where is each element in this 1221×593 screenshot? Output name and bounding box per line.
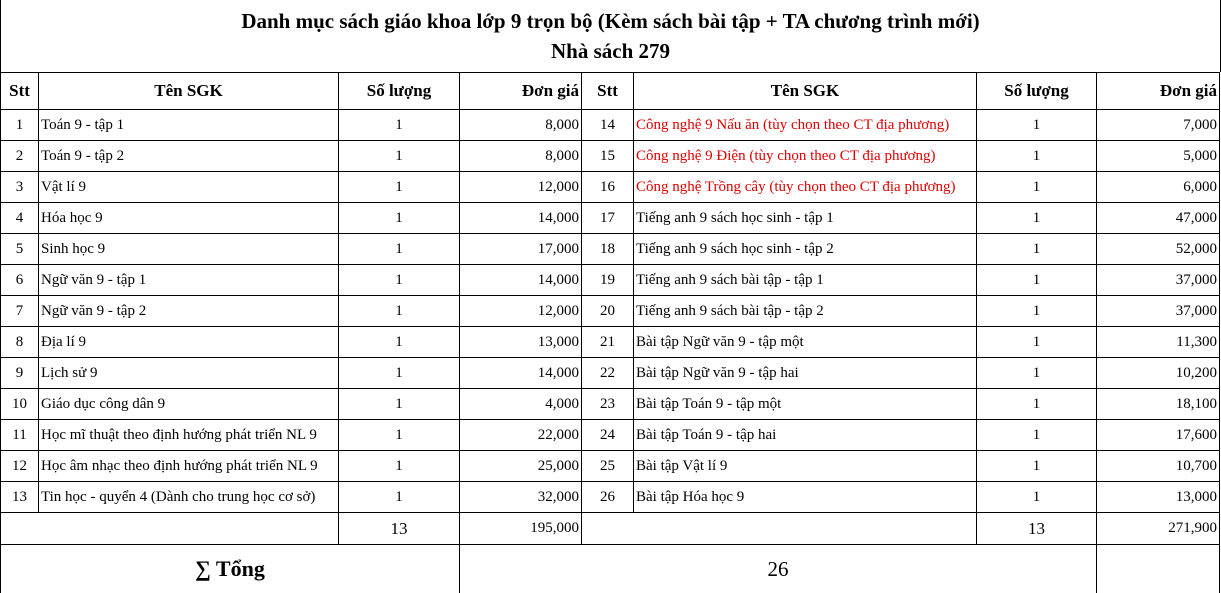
stt-cell-right: 14 — [582, 110, 634, 141]
subtotal-price-left: 195,000 — [460, 513, 582, 545]
qty-cell-right: 1 — [977, 234, 1097, 265]
qty-cell-right: 1 — [977, 110, 1097, 141]
price-cell-right: 52,000 — [1097, 234, 1220, 265]
stt-cell-left: 4 — [1, 203, 39, 234]
stt-cell-right: 16 — [582, 172, 634, 203]
table-row — [1, 234, 1220, 265]
title-line-2: Nhà sách 279 — [1, 39, 1220, 64]
book-list-table — [0, 72, 1220, 593]
stt-cell-left: 11 — [1, 420, 39, 451]
book-name-right: Bài tập Ngữ văn 9 - tập một — [634, 327, 977, 358]
price-cell-right: 17,600 — [1097, 420, 1220, 451]
book-name-left: Ngữ văn 9 - tập 2 — [39, 296, 339, 327]
qty-cell-left: 1 — [339, 389, 460, 420]
table-row — [1, 389, 1220, 420]
stt-cell-right: 19 — [582, 265, 634, 296]
qty-cell-left: 1 — [339, 110, 460, 141]
book-name-left: Sinh học 9 — [39, 234, 339, 265]
stt-cell-right: 22 — [582, 358, 634, 389]
stt-cell-left: 13 — [1, 482, 39, 513]
qty-cell-right: 1 — [977, 141, 1097, 172]
subtotal-qty-left: 13 — [339, 513, 460, 545]
price-cell-left: 8,000 — [460, 141, 582, 172]
table-row — [1, 420, 1220, 451]
qty-cell-right: 1 — [977, 327, 1097, 358]
qty-cell-right: 1 — [977, 358, 1097, 389]
price-cell-left: 22,000 — [460, 420, 582, 451]
stt-cell-right: 26 — [582, 482, 634, 513]
stt-cell-left: 9 — [1, 358, 39, 389]
table-row — [1, 203, 1220, 234]
qty-cell-right: 1 — [977, 296, 1097, 327]
stt-cell-left: 5 — [1, 234, 39, 265]
stt-cell-right: 17 — [582, 203, 634, 234]
subtotal-price-right: 271,900 — [1097, 513, 1220, 545]
qty-cell-right: 1 — [977, 265, 1097, 296]
stt-cell-left: 1 — [1, 110, 39, 141]
qty-cell-left: 1 — [339, 358, 460, 389]
header-price-left: Đơn giá — [460, 73, 582, 110]
price-cell-right: 7,000 — [1097, 110, 1220, 141]
qty-cell-left: 1 — [339, 327, 460, 358]
qty-cell-left: 1 — [339, 420, 460, 451]
header-name-left: Tên SGK — [39, 73, 339, 110]
qty-cell-left: 1 — [339, 296, 460, 327]
table-row — [1, 327, 1220, 358]
header-price-right: Đơn giá — [1097, 73, 1220, 110]
stt-cell-right: 25 — [582, 451, 634, 482]
total-blank — [1097, 545, 1220, 593]
price-cell-right: 37,000 — [1097, 265, 1220, 296]
table-row — [1, 296, 1220, 327]
price-cell-left: 17,000 — [460, 234, 582, 265]
book-name-right: Tiếng anh 9 sách học sinh - tập 1 — [634, 203, 977, 234]
qty-cell-left: 1 — [339, 172, 460, 203]
table-row — [1, 451, 1220, 482]
book-name-right: Bài tập Ngữ văn 9 - tập hai — [634, 358, 977, 389]
price-cell-right: 10,200 — [1097, 358, 1220, 389]
price-cell-right: 5,000 — [1097, 141, 1220, 172]
subtotal-qty-right: 13 — [977, 513, 1097, 545]
qty-cell-right: 1 — [977, 203, 1097, 234]
stt-cell-right: 23 — [582, 389, 634, 420]
price-cell-left: 14,000 — [460, 358, 582, 389]
book-name-left: Giáo dục công dân 9 — [39, 389, 339, 420]
qty-cell-left: 1 — [339, 482, 460, 513]
table-row — [1, 172, 1220, 203]
header-name-right: Tên SGK — [634, 73, 977, 110]
subtotal-blank-left — [1, 513, 339, 545]
header-row — [1, 73, 1220, 110]
qty-cell-right: 1 — [977, 389, 1097, 420]
total-label: ∑ Tổng — [1, 545, 460, 593]
qty-cell-right: 1 — [977, 482, 1097, 513]
book-name-right: Bài tập Toán 9 - tập một — [634, 389, 977, 420]
header-qty-right: Số lượng — [977, 73, 1097, 110]
price-cell-left: 4,000 — [460, 389, 582, 420]
price-cell-left: 12,000 — [460, 172, 582, 203]
book-name-left: Vật lí 9 — [39, 172, 339, 203]
book-name-right: Công nghệ 9 Nấu ăn (tùy chọn theo CT địa phương) — [634, 110, 977, 141]
price-cell-right: 11,300 — [1097, 327, 1220, 358]
header-stt-left: Stt — [1, 73, 39, 110]
book-name-right: Bài tập Vật lí 9 — [634, 451, 977, 482]
stt-cell-left: 10 — [1, 389, 39, 420]
qty-cell-left: 1 — [339, 203, 460, 234]
qty-cell-left: 1 — [339, 234, 460, 265]
book-name-left: Toán 9 - tập 2 — [39, 141, 339, 172]
price-cell-left: 14,000 — [460, 265, 582, 296]
book-name-right: Tiếng anh 9 sách học sinh - tập 2 — [634, 234, 977, 265]
price-cell-right: 47,000 — [1097, 203, 1220, 234]
stt-cell-left: 8 — [1, 327, 39, 358]
book-name-right: Tiếng anh 9 sách bài tập - tập 1 — [634, 265, 977, 296]
stt-cell-right: 20 — [582, 296, 634, 327]
stt-cell-right: 18 — [582, 234, 634, 265]
subtotal-blank-right — [582, 513, 977, 545]
price-cell-right: 18,100 — [1097, 389, 1220, 420]
price-cell-left: 8,000 — [460, 110, 582, 141]
price-cell-left: 32,000 — [460, 482, 582, 513]
stt-cell-left: 2 — [1, 141, 39, 172]
book-name-left: Lịch sử 9 — [39, 358, 339, 389]
price-cell-left: 13,000 — [460, 327, 582, 358]
book-name-left: Ngữ văn 9 - tập 1 — [39, 265, 339, 296]
qty-cell-right: 1 — [977, 420, 1097, 451]
price-cell-right: 37,000 — [1097, 296, 1220, 327]
book-name-left: Toán 9 - tập 1 — [39, 110, 339, 141]
title-line-1: Danh mục sách giáo khoa lớp 9 trọn bộ (Kèm sách bài tập + TA chương trình mới) — [1, 9, 1220, 34]
total-row — [1, 545, 1220, 593]
book-name-left: Học mĩ thuật theo định hướng phát triển NL 9 — [39, 420, 339, 451]
book-name-right: Bài tập Toán 9 - tập hai — [634, 420, 977, 451]
table-row — [1, 482, 1220, 513]
qty-cell-right: 1 — [977, 451, 1097, 482]
header-qty-left: Số lượng — [339, 73, 460, 110]
subtotal-row — [1, 513, 1220, 545]
price-cell-right: 10,700 — [1097, 451, 1220, 482]
book-name-right: Tiếng anh 9 sách bài tập - tập 2 — [634, 296, 977, 327]
table-row — [1, 141, 1220, 172]
stt-cell-right: 24 — [582, 420, 634, 451]
price-cell-right: 13,000 — [1097, 482, 1220, 513]
price-cell-right: 6,000 — [1097, 172, 1220, 203]
stt-cell-right: 21 — [582, 327, 634, 358]
table-row — [1, 110, 1220, 141]
stt-cell-right: 15 — [582, 141, 634, 172]
book-name-left: Học âm nhạc theo định hướng phát triển NL 9 — [39, 451, 339, 482]
book-name-right: Công nghệ Trồng cây (tùy chọn theo CT địa phương) — [634, 172, 977, 203]
table-row — [1, 265, 1220, 296]
book-name-right: Công nghệ 9 Điện (tùy chọn theo CT địa phương) — [634, 141, 977, 172]
qty-cell-left: 1 — [339, 451, 460, 482]
qty-cell-right: 1 — [977, 172, 1097, 203]
book-name-left: Hóa học 9 — [39, 203, 339, 234]
stt-cell-left: 3 — [1, 172, 39, 203]
table-row — [1, 358, 1220, 389]
price-cell-left: 14,000 — [460, 203, 582, 234]
stt-cell-left: 7 — [1, 296, 39, 327]
qty-cell-left: 1 — [339, 141, 460, 172]
price-cell-left: 12,000 — [460, 296, 582, 327]
book-name-left: Địa lí 9 — [39, 327, 339, 358]
total-qty: 26 — [460, 545, 1097, 593]
stt-cell-left: 6 — [1, 265, 39, 296]
price-cell-left: 25,000 — [460, 451, 582, 482]
qty-cell-left: 1 — [339, 265, 460, 296]
header-stt-right: Stt — [582, 73, 634, 110]
book-name-right: Bài tập Hóa học 9 — [634, 482, 977, 513]
stt-cell-left: 12 — [1, 451, 39, 482]
book-name-left: Tin học - quyển 4 (Dành cho trung học cơ sở) — [39, 482, 339, 513]
sheet-title — [0, 0, 1221, 72]
